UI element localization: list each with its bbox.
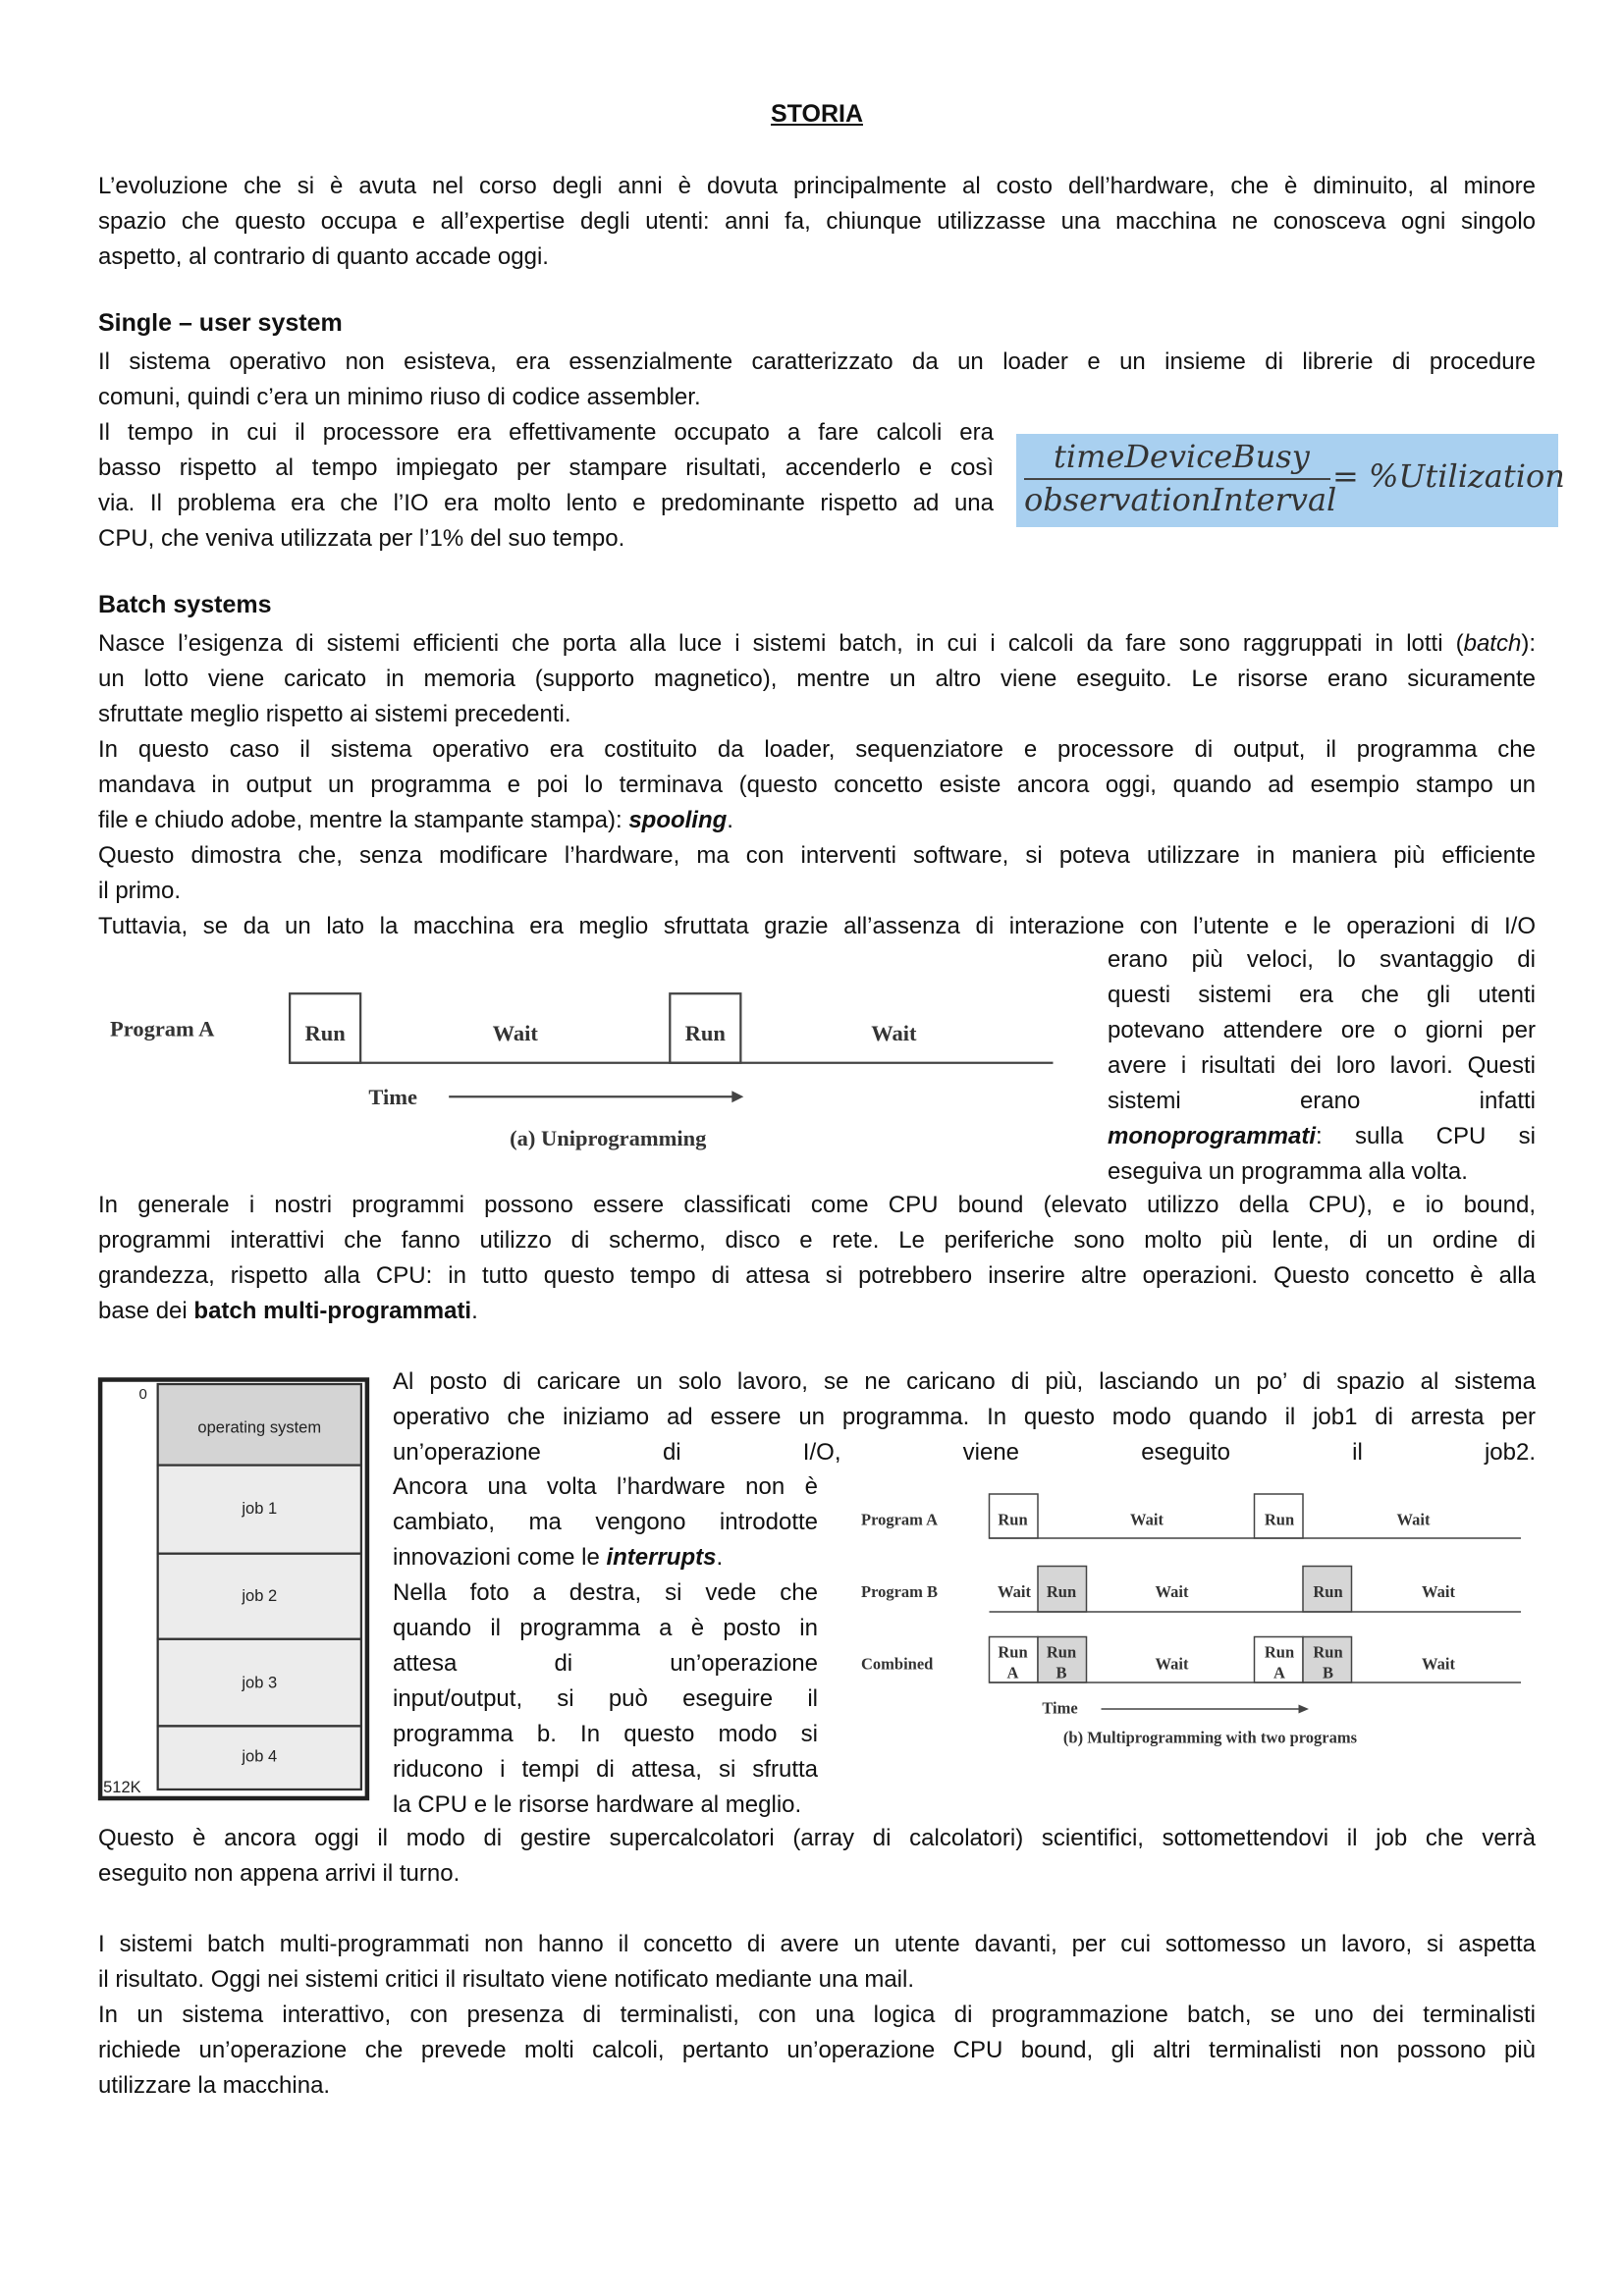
text-line: CPU, che veniva utilizzata per l’1% del suo tempo. — [98, 525, 625, 552]
text-line: il risultato. Oggi nei sistemi critici il risultato viene notificato mediante una mail. — [98, 1966, 915, 1993]
text-line: Questo dimostra che, senza modificare l’hardware, ma con interventi software, si poteva utilizzare in maniera più efficiente — [98, 842, 1536, 869]
a-wait-1: Wait — [1130, 1510, 1164, 1529]
emphasis-text: batch multi-programmati — [193, 1298, 472, 1324]
uni-run-1: Run — [304, 1021, 346, 1046]
emphasis-text: batch — [1463, 630, 1522, 657]
text-line — [1108, 1119, 1536, 1154]
text-line: sistemi erano infatti — [1108, 1088, 1536, 1114]
memory-os-label: operating system — [197, 1418, 322, 1437]
text-segment: ): — [1521, 630, 1536, 657]
text-line: un lotto viene caricato in memoria (supporto magnetico), mentre un altro viene eseguito. Le risorse erano sicuramente — [98, 666, 1536, 692]
text-line: spazio che questo occupa e all’expertise degli utenti: anni fa, chiunque utilizzasse una macchina ne conosceva ogni singolo — [98, 208, 1536, 235]
page-title: STORIA — [771, 100, 863, 128]
c-wait-2: Wait — [1422, 1654, 1455, 1674]
cpu-bound-paragraph — [98, 1188, 1536, 1329]
memory-job4-label: job 4 — [242, 1747, 278, 1766]
program-a-row — [861, 1494, 1521, 1538]
final-paragraph — [98, 1927, 1536, 2104]
program-a-label: Program A — [861, 1510, 939, 1529]
uni-run-2: Run — [684, 1021, 726, 1046]
text-line: Il tempo in cui il processore era effettivamente occupato a fare calcoli era — [98, 419, 994, 446]
formula-result: = %Utilization — [1332, 457, 1565, 495]
text-segment: . — [471, 1298, 478, 1324]
memory-job3-label: job 3 — [242, 1674, 278, 1692]
b-run-1: Run — [1046, 1582, 1077, 1602]
text-line: Nella foto a destra, si vede che — [393, 1579, 818, 1606]
text-line: attesa di un’operazione — [393, 1650, 818, 1677]
c-run-b-2: Run — [1313, 1642, 1343, 1662]
multi-arrow-head — [1299, 1705, 1310, 1714]
text-segment: Nasce l’esigenza di sistemi efficienti che porta alla luce i sistemi batch, in cui i calcoli da fare sono raggruppati in lotti ( — [98, 630, 1464, 657]
text-segment: innovazioni come le — [393, 1544, 607, 1571]
emphasis-text: monoprogrammati — [1108, 1123, 1317, 1149]
text-line: Il sistema operativo non esisteva, era essenzialmente caratterizzato da un loader e un insieme di librerie di procedure — [98, 348, 1536, 375]
text-line: L’evoluzione che si è avuta nel corso degli anni è dovuta principalmente al costo dell’hardware, che è diminuito, al minore — [98, 173, 1536, 199]
a-wait-2: Wait — [1396, 1510, 1431, 1529]
text-line: programmi interattivi che fanno utilizzo di schermo, disco e rete. Le periferiche sono molto più lente, di un ordine di — [98, 1227, 1536, 1254]
b-wait-1: Wait — [998, 1582, 1031, 1602]
emphasis-text: spooling — [628, 807, 728, 833]
text-line: Ancora una volta l’hardware non è — [393, 1473, 818, 1500]
c-b-1: B — [1056, 1663, 1067, 1682]
text-line: via. Il problema era che l’IO era molto lento e predominante rispetto ad una — [98, 490, 994, 516]
memory-job1-label: job 1 — [242, 1500, 278, 1519]
text-segment: . — [716, 1544, 724, 1571]
b-wait-2: Wait — [1155, 1582, 1189, 1602]
batch-systems-paragraph — [98, 626, 1536, 944]
text-line: questi sistemi era che gli utenti — [1108, 982, 1536, 1008]
formula-denominator: observationInterval — [1024, 481, 1337, 518]
text-line: Al posto di caricare un solo lavoro, se ne caricano di più, lasciando un po’ di spazio al sistema — [393, 1368, 1536, 1395]
uni-caption: (a) Uniprogramming — [510, 1125, 707, 1150]
combined-label: Combined — [861, 1654, 934, 1674]
text-line: operativo che iniziamo ad essere un programma. In questo modo quando il job1 di arresta per — [393, 1404, 1536, 1430]
single-user-utilization-paragraph — [98, 415, 994, 557]
text-line: aspetto, al contrario di quanto accade oggi. — [98, 243, 549, 270]
text-line: programma b. In questo modo si — [393, 1721, 818, 1747]
c-run-a-2: Run — [1264, 1642, 1295, 1662]
text-line: il primo. — [98, 878, 182, 904]
single-user-paragraph — [98, 345, 1536, 415]
text-line: un’operazione di I/O, viene eseguito il job2. — [393, 1439, 1536, 1466]
text-line: Tuttavia, se da un lato la macchina era meglio sfruttata grazie all’assenza di interazione con l’utente e le operazioni di I/O — [98, 913, 1536, 939]
batch-right-column — [1108, 942, 1536, 1190]
text-line: input/output, si può eseguire il — [393, 1685, 818, 1712]
text-line: riducono i tempi di attesa, si sfrutta — [393, 1756, 818, 1783]
text-line: Questo è ancora oggi il modo di gestire supercalcolatori (array di calcolatori) scientifici, sottomettendovi il job che verrà — [98, 1825, 1536, 1851]
formula-numerator: timeDeviceBusy — [1054, 438, 1310, 475]
program-b-row — [861, 1567, 1521, 1613]
supercomputer-paragraph — [98, 1821, 1536, 1892]
memory-layout-diagram — [91, 1369, 379, 1807]
text-line: comuni, quindi c’era un minimo riuso di codice assembler. — [98, 384, 701, 410]
multiprogramming-diagram — [846, 1479, 1539, 1759]
text-line: avere i risultati dei loro lavori. Questi — [1108, 1052, 1536, 1079]
c-run-a-1: Run — [998, 1642, 1028, 1662]
program-b-label: Program B — [861, 1582, 939, 1602]
text-line — [98, 626, 1536, 662]
text-line: mandava in output un programma e poi lo terminava (questo concetto esiste ancora oggi, quando ad esempio stampo un — [98, 772, 1536, 798]
uniprogramming-diagram — [95, 979, 1060, 1163]
uni-arrow-head — [731, 1091, 743, 1102]
multi-time-label: Time — [1042, 1698, 1078, 1718]
uni-time-label: Time — [368, 1084, 417, 1109]
uni-program-label: Program A — [110, 1016, 215, 1041]
uni-wait-2: Wait — [871, 1021, 917, 1046]
text-segment: file e chiudo adobe, mentre la stampante stampa): — [98, 807, 629, 833]
text-line: erano più veloci, lo svantaggio di — [1108, 946, 1536, 973]
text-line: potevano attendere ore o giorni per — [1108, 1017, 1536, 1043]
b-run-2: Run — [1313, 1582, 1343, 1602]
text-line: In un sistema interattivo, con presenza di terminalisti, con una logica di programmazione batch, se uno dei terminalisti — [98, 2002, 1536, 2028]
uni-wait-1: Wait — [492, 1021, 538, 1046]
memory-job2-label: job 2 — [242, 1586, 278, 1605]
fraction-bar — [1024, 478, 1330, 480]
text-line: la CPU e le risorse hardware al meglio. — [393, 1791, 802, 1818]
text-line: I sistemi batch multi-programmati non hanno il concetto di avere un utente davanti, per cui sottomesso un lavoro, si aspetta — [98, 1931, 1536, 1957]
text-line: grandezza, rispetto alla CPU: in tutto questo tempo di attesa si potrebbero inserire altre operazioni. Questo concetto è alla — [98, 1262, 1536, 1289]
b-wait-3: Wait — [1422, 1582, 1455, 1602]
text-line: utilizzare la macchina. — [98, 2072, 331, 2099]
text-line: cambiato, ma vengono introdotte — [393, 1509, 818, 1535]
text-line: richiede un’operazione che prevede molti calcoli, pertanto un’operazione CPU bound, gli altri terminalisti non possono più — [98, 2037, 1536, 2063]
memory-top-address: 0 — [138, 1386, 147, 1404]
memory-bottom-address: 512K — [103, 1778, 141, 1796]
text-line: quando il programma a è posto in — [393, 1615, 818, 1641]
text-line — [98, 803, 1536, 838]
text-segment: : sulla CPU si — [1316, 1123, 1536, 1149]
c-a-2: A — [1273, 1663, 1285, 1682]
text-line: In questo caso il sistema operativo era costituito da loader, sequenziatore e processore di output, il programma che — [98, 736, 1536, 763]
text-line: eseguiva un programma alla volta. — [1108, 1158, 1468, 1185]
single-user-heading: Single – user system — [98, 309, 343, 337]
c-wait-1: Wait — [1155, 1654, 1189, 1674]
c-b-2: B — [1322, 1663, 1334, 1682]
interrupts-paragraph — [393, 1469, 818, 1823]
text-segment: base dei — [98, 1298, 194, 1324]
text-line: In generale i nostri programmi possono essere classificati come CPU bound (elevato utilizzo della CPU), e io bound, — [98, 1192, 1536, 1218]
c-a-1: A — [1006, 1663, 1019, 1682]
a-run-1: Run — [998, 1510, 1028, 1529]
text-line — [98, 1294, 1536, 1329]
multiprogramming-paragraph — [393, 1364, 1536, 1470]
batch-systems-heading: Batch systems — [98, 591, 272, 618]
text-line: eseguito non appena arrivi il turno. — [98, 1860, 460, 1887]
multi-caption: (b) Multiprogramming with two programs — [1062, 1728, 1358, 1747]
a-run-2: Run — [1264, 1510, 1295, 1529]
intro-paragraph — [98, 169, 1536, 275]
emphasis-text: interrupts — [606, 1544, 717, 1571]
combined-row — [861, 1637, 1521, 1683]
text-line: sfruttate meglio rispetto ai sistemi precedenti. — [98, 701, 571, 727]
c-run-b-1: Run — [1046, 1642, 1077, 1662]
text-segment: . — [727, 807, 733, 833]
text-line — [393, 1540, 818, 1575]
utilization-formula — [1016, 434, 1565, 527]
text-line: basso rispetto al tempo impiegato per stampare risultati, accenderlo e così — [98, 454, 994, 481]
